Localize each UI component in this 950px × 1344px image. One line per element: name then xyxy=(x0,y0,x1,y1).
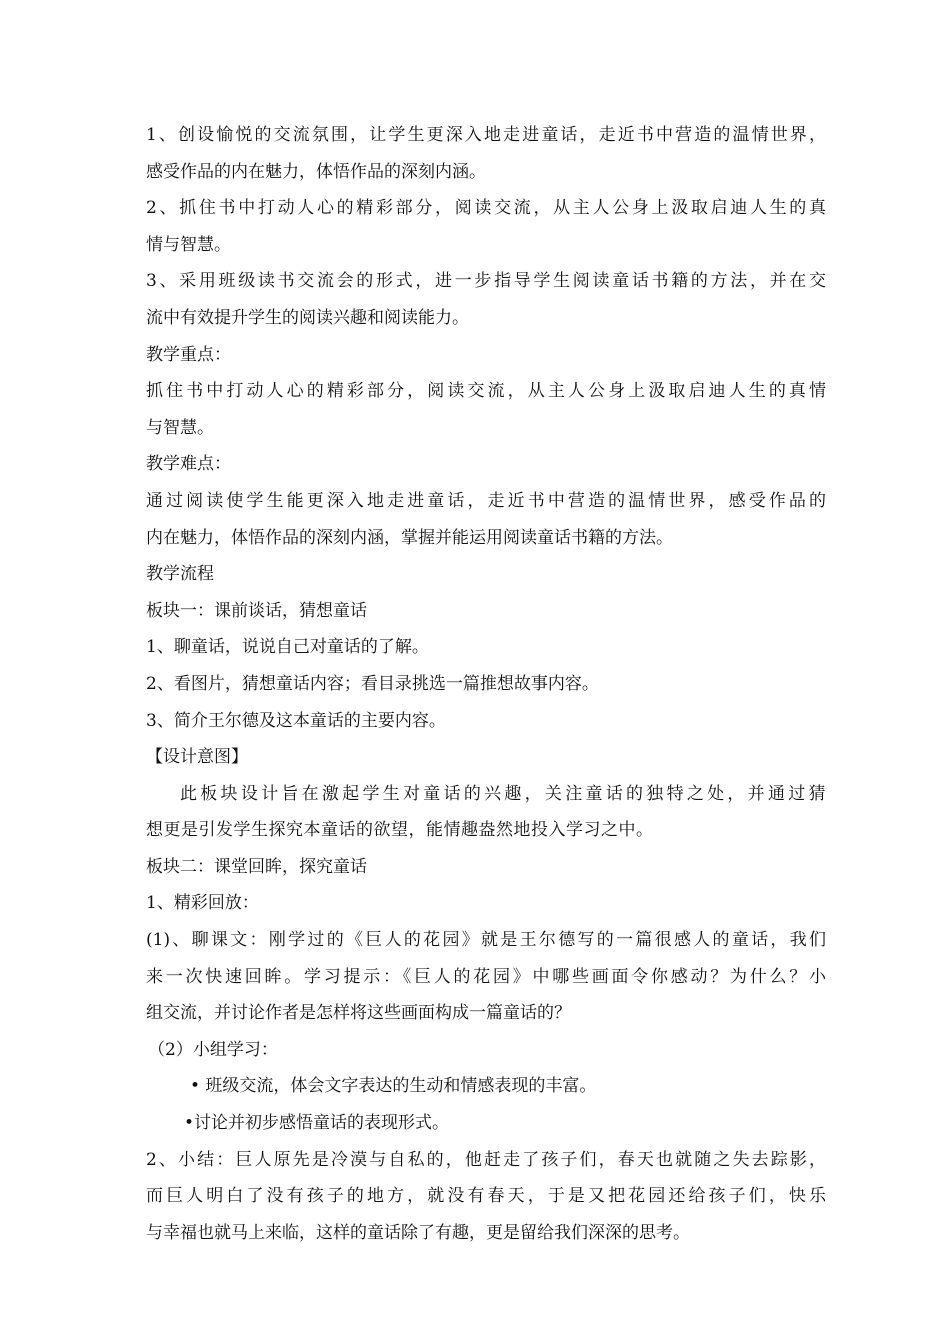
summary-line-1: 2、小结：巨人原先是冷漠与自私的，他赶走了孩子们，春天也就随之失去踪影， xyxy=(146,1149,826,1170)
objective-3-line-2: 流中有效提升学生的阅读兴趣和阅读能力。 xyxy=(146,307,469,328)
section-1-step-1: 1、聊童话，说说自己对童话的了解。 xyxy=(146,637,429,658)
bullet-class-exchange: • 班级交流，体会文字表达的生动和情感表现的丰富。 xyxy=(190,1076,597,1097)
key-points-line-2: 与智慧。 xyxy=(146,417,214,438)
objective-2-line-1: 2、抓住书中打动人心的精彩部分，阅读交流，从主人公身上汲取启迪人生的真 xyxy=(146,198,826,219)
objective-3-line-1: 3、采用班级读书交流会的形式，进一步指导学生阅读童话书籍的方法，并在交 xyxy=(146,271,826,292)
key-points-heading: 教学重点： xyxy=(146,344,231,365)
design-intent-line-1: 此板块设计旨在激起学生对童话的兴趣，关注童话的独特之处，并通过猜 xyxy=(180,783,826,804)
difficulties-line-2: 内在魅力，体悟作品的深刻内涵，掌握并能运用阅读童话书籍的方法。 xyxy=(146,527,673,548)
document-body xyxy=(146,117,826,1251)
summary-line-2: 而巨人明白了没有孩子的地方，就没有春天，于是又把花园还给孩子们，快乐 xyxy=(146,1186,826,1207)
key-points-line-1: 抓住书中打动人心的精彩部分，阅读交流，从主人公身上汲取启迪人生的真情 xyxy=(146,381,826,402)
bullet-discussion: •讨论并初步感悟童话的表现形式。 xyxy=(184,1113,450,1134)
section-1-step-2: 2、看图片，猜想童话内容；看目录挑选一篇推想故事内容。 xyxy=(146,673,599,694)
summary-line-3: 与幸福也就马上来临，这样的童话除了有趣，更是留给我们深深的思考。 xyxy=(146,1222,690,1243)
section-2-sub-1-line-1: (1)、聊课文：刚学过的《巨人的花园》就是王尔德写的一篇很感人的童话，我们 xyxy=(146,930,826,951)
teaching-process-heading: 教学流程 xyxy=(146,564,214,585)
section-1-heading: 板块一：课前谈话，猜想童话 xyxy=(146,600,367,621)
section-2-sub-2: （2）小组学习： xyxy=(148,1039,278,1060)
section-2-sub-1-line-2: 来一次快速回眸。学习提示：《巨人的花园》中哪些画面令你感动？为什么？小 xyxy=(146,966,826,987)
design-intent-heading: 【设计意图】 xyxy=(146,747,248,768)
section-2-sub-1-line-3: 组交流，并讨论作者是怎样将这些画面构成一篇童话的？ xyxy=(146,1003,571,1024)
objective-1-line-2: 感受作品的内在魅力，体悟作品的深刻内涵。 xyxy=(146,161,486,182)
objective-1-line-1: 1、创设愉悦的交流氛围，让学生更深入地走进童话，走近书中营造的温情世界， xyxy=(146,125,826,145)
difficulties-heading: 教学难点： xyxy=(146,454,231,475)
design-intent-line-2: 想更是引发学生探究本童话的欲望，能情趣盎然地投入学习之中。 xyxy=(146,820,654,841)
section-2-heading: 板块二：课堂回眸，探究童话 xyxy=(146,856,367,877)
objective-2-line-2: 情与智慧。 xyxy=(146,234,231,255)
section-1-step-3: 3、简介王尔德及这本童话的主要内容。 xyxy=(146,710,446,731)
section-2-step-1: 1、精彩回放： xyxy=(146,893,259,914)
difficulties-line-1: 通过阅读使学生能更深入地走进童话，走近书中营造的温情世界，感受作品的 xyxy=(146,490,826,511)
